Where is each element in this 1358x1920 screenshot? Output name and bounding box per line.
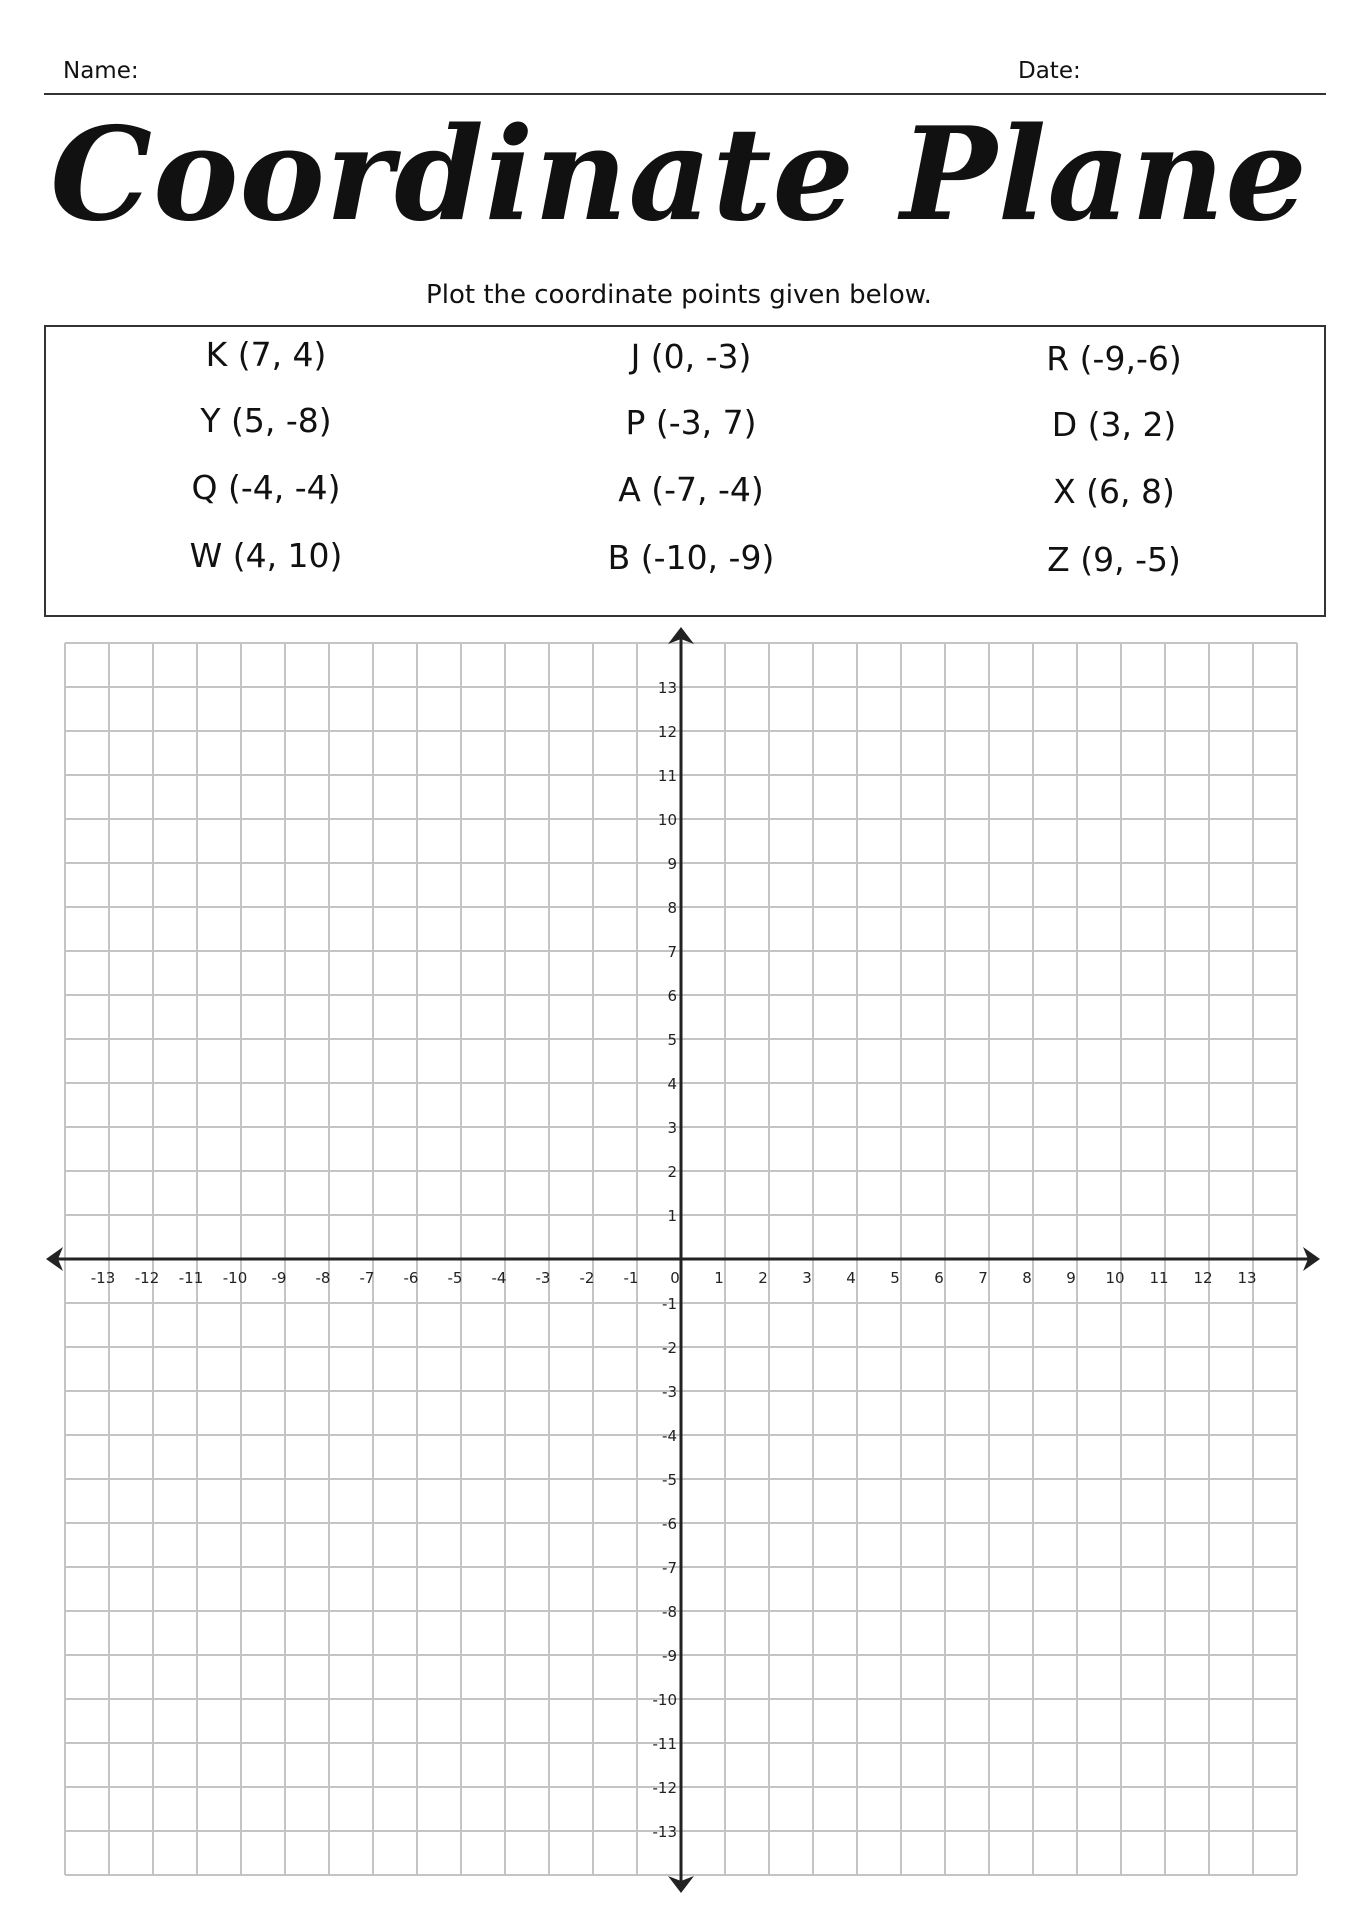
x-tick-label: -6	[403, 1269, 419, 1287]
y-tick-label: 1	[667, 1207, 677, 1225]
y-tick-label: -4	[662, 1427, 677, 1445]
y-tick-label: 4	[667, 1075, 677, 1093]
x-tick-label: -7	[359, 1269, 375, 1287]
x-tick-label: 0	[670, 1269, 680, 1287]
x-tick-label: 8	[1022, 1269, 1032, 1287]
x-tick-label: 2	[758, 1269, 768, 1287]
x-tick-label: -4	[491, 1269, 507, 1287]
point-W: W (4, 10)	[189, 536, 343, 575]
instruction: Plot the coordinate points given below.	[426, 280, 932, 310]
point-A: A (-7, -4)	[618, 470, 764, 509]
y-tick-label: -8	[662, 1603, 677, 1621]
y-tick-label: -1	[662, 1295, 677, 1313]
x-tick-label: -5	[447, 1269, 463, 1287]
x-tick-label: 5	[890, 1269, 900, 1287]
x-tick-label: 3	[802, 1269, 812, 1287]
x-tick-label: 13	[1237, 1269, 1257, 1287]
x-tick-label: -10	[222, 1269, 248, 1287]
name-label: Name:	[63, 58, 139, 84]
y-tick-label: -12	[652, 1779, 677, 1797]
x-tick-label: -2	[579, 1269, 595, 1287]
point-Z: Z (9, -5)	[1047, 540, 1181, 579]
x-tick-label: -12	[134, 1269, 160, 1287]
x-tick-label: 4	[846, 1269, 856, 1287]
y-tick-label: -7	[662, 1559, 677, 1577]
page-title: Coordinate Plane	[50, 100, 1308, 250]
x-tick-label: 6	[934, 1269, 944, 1287]
x-tick-label: 1	[714, 1269, 724, 1287]
y-tick-label: -2	[662, 1339, 677, 1357]
y-tick-label: -5	[662, 1471, 677, 1489]
y-tick-label: -6	[662, 1515, 677, 1533]
y-tick-label: -10	[652, 1691, 677, 1709]
y-tick-label: 7	[667, 943, 677, 961]
x-tick-label: 7	[978, 1269, 988, 1287]
y-tick-label: 6	[667, 987, 677, 1005]
date-label: Date:	[1018, 58, 1081, 84]
y-tick-label: 8	[667, 899, 677, 917]
y-tick-label: 11	[657, 767, 677, 785]
y-tick-label: -3	[662, 1383, 677, 1401]
y-tick-label: 3	[667, 1119, 677, 1137]
y-tick-label: 2	[667, 1163, 677, 1181]
x-tick-label: 12	[1193, 1269, 1213, 1287]
x-tick-label: -11	[178, 1269, 204, 1287]
y-tick-label: -13	[652, 1823, 677, 1841]
y-tick-label: -9	[662, 1647, 677, 1665]
y-tick-label: 13	[657, 679, 677, 697]
y-tick-label: 9	[667, 855, 677, 873]
point-J: J (0, -3)	[630, 337, 752, 376]
point-D: D (3, 2)	[1051, 405, 1177, 444]
point-R: R (-9,-6)	[1046, 339, 1182, 378]
x-tick-label: -8	[315, 1269, 331, 1287]
x-tick-label: -13	[90, 1269, 116, 1287]
point-B: B (-10, -9)	[607, 538, 775, 577]
x-tick-label: 11	[1149, 1269, 1169, 1287]
y-tick-label: -11	[652, 1735, 677, 1753]
point-Y: Y (5, -8)	[200, 401, 332, 440]
y-tick-label: 10	[657, 811, 677, 829]
point-Q: Q (-4, -4)	[191, 468, 341, 507]
x-tick-label: -3	[535, 1269, 551, 1287]
x-tick-label: 9	[1066, 1269, 1076, 1287]
y-tick-label: 5	[667, 1031, 677, 1049]
point-X: X (6, 8)	[1053, 472, 1175, 511]
point-K: K (7, 4)	[205, 335, 327, 374]
x-tick-label: 10	[1105, 1269, 1125, 1287]
y-tick-label: 12	[657, 723, 677, 741]
x-tick-label: -9	[271, 1269, 287, 1287]
point-P: P (-3, 7)	[625, 403, 757, 442]
x-tick-label: -1	[623, 1269, 639, 1287]
